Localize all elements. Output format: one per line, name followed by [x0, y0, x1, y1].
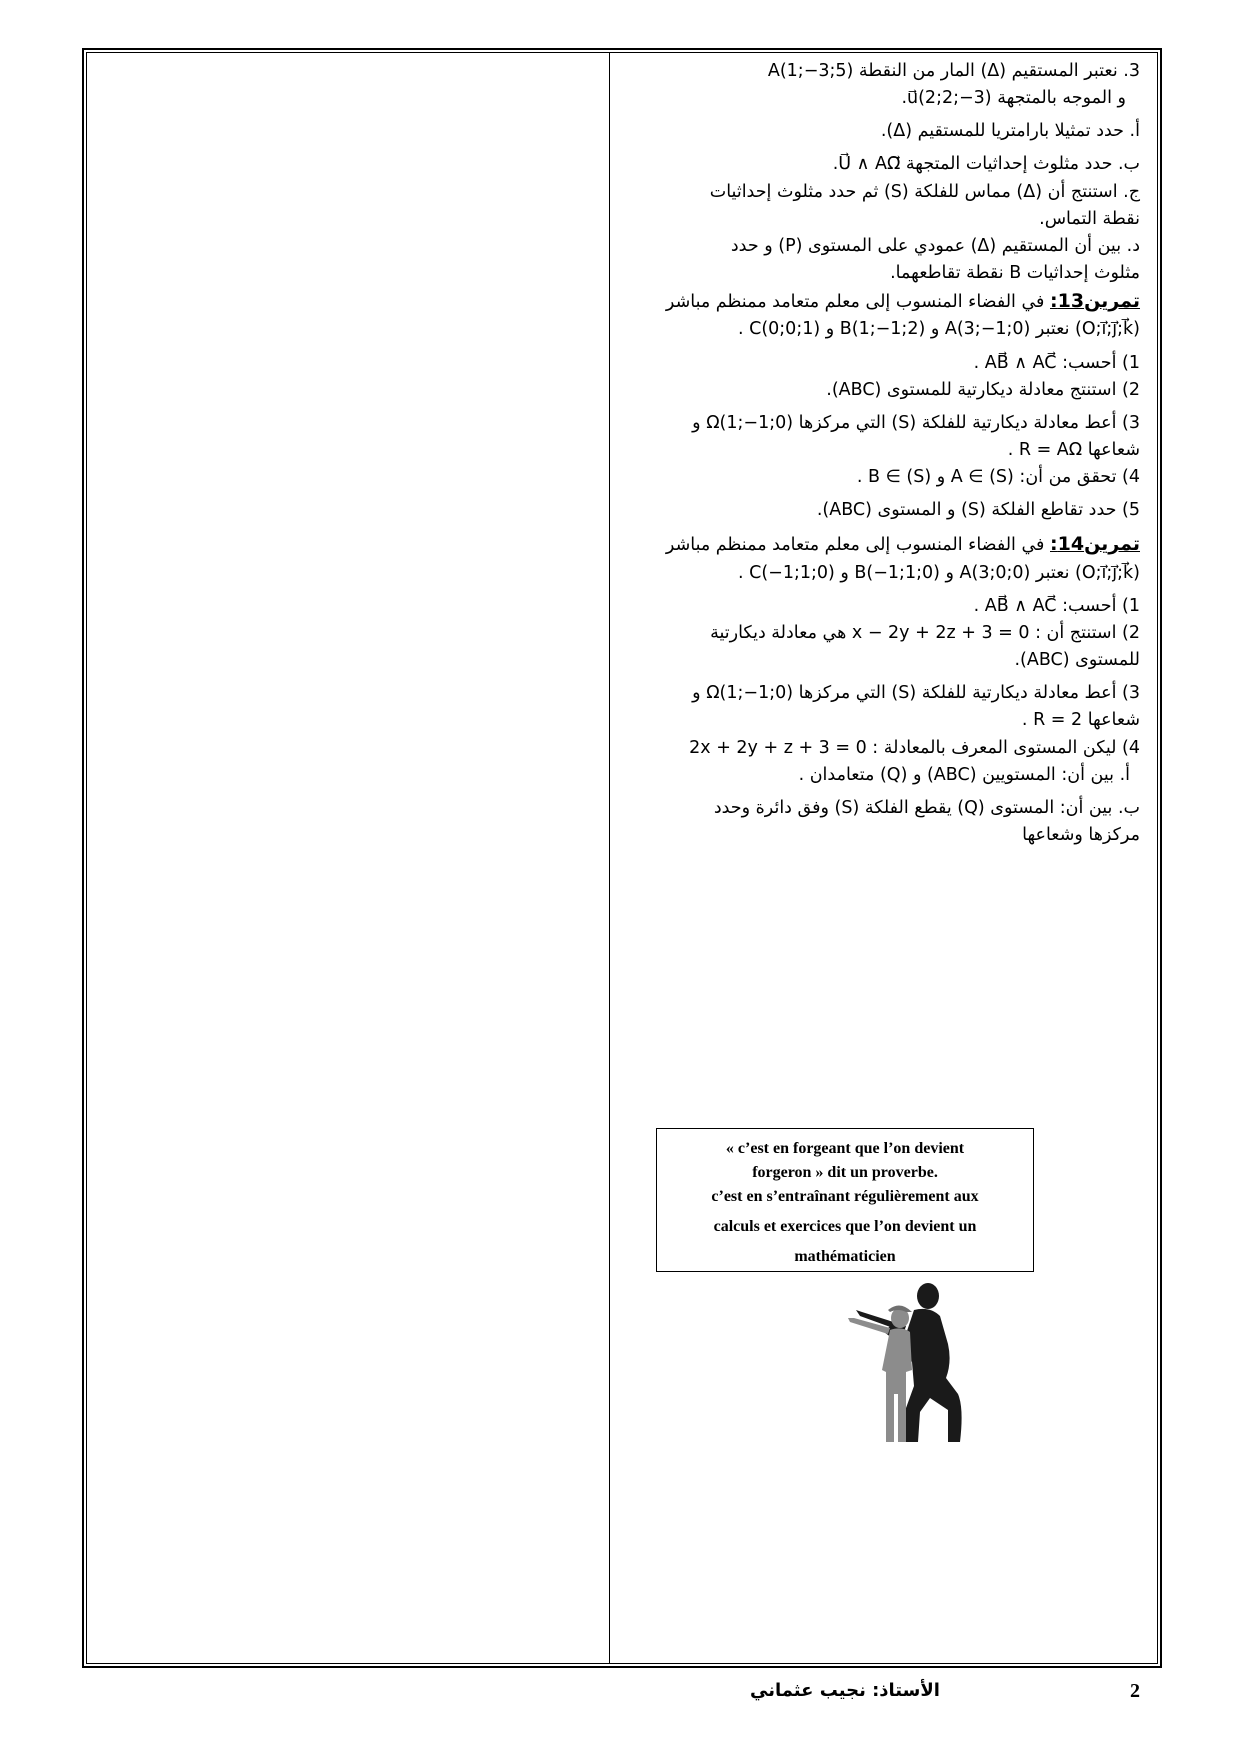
ex13-intro: في الفضاء المنسوب إلى معلم متعامد ممنظم مباشر	[665, 292, 1045, 312]
ex12-q3-line1: 3. نعتبر المستقيم (Δ) المار من النقطة A(1;−3;5)	[767, 61, 1140, 81]
ex13-q3-line1: 3) أعط معادلة ديكارتية للفلكة (S) التي مركزها Ω(1;−1;0) و	[692, 412, 1140, 433]
ex14-q4-a: أ. بين أن: المستويين (ABC) و (Q) متعامدان .	[798, 764, 1130, 785]
footer-author: الأستاذ: نجيب عثماني	[750, 1680, 940, 1701]
ex14-heading	[620, 530, 1140, 559]
ex14-q3-line2: شعاعها R = 2 .	[1021, 710, 1140, 731]
quote-line-5: mathématicien	[794, 1248, 896, 1265]
ex13-q4: 4) تحقق من أن: A ∈ (S) و B ∈ (S) .	[856, 467, 1140, 488]
quote-line-4: calculs et exercices que l’on devient un	[713, 1218, 977, 1235]
ex13-q5: 5) حدد تقاطع الفلكة (S) و المستوى (ABC).	[816, 500, 1140, 521]
ex14-intro: في الفضاء المنسوب إلى معلم متعامد ممنظم مباشر	[665, 535, 1045, 556]
ex13-q2: 2) استنتج معادلة ديكارتية للمستوى (ABC).	[826, 379, 1140, 400]
ex14-q2-line1: 2) استنتج أن : x − 2y + 2z + 3 = 0 هي معادلة ديكارتية	[710, 623, 1140, 643]
quote-line-2: forgeron » dit un proverbe.	[752, 1164, 938, 1181]
ex12-q3-d-line1: د. بين أن المستقيم (Δ) عمودي على المستوى (P) و حدد	[730, 235, 1140, 256]
ex14-q4-b-line1: ب. بين أن: المستوى (Q) يقطع الفلكة (S) وفق دائرة وحدد	[713, 797, 1140, 818]
ex12-q3-b: ب. حدد مثلوث إحداثيات المتجهة U⃗ ∧ AΩ⃗.	[832, 154, 1140, 175]
ex12-q3-c-line2: نقطة التماس.	[1039, 208, 1140, 229]
ex12-q3-a: أ. حدد تمثيلا بارامتريا للمستقيم (Δ).	[880, 121, 1140, 142]
ex14-q3-line1: 3) أعط معادلة ديكارتية للفلكة (S) التي مركزها Ω(1;−1;0) و	[692, 683, 1140, 704]
ex12-q3-d-line2: مثلوث إحداثيات B نقطة تقاطعهما.	[890, 262, 1140, 283]
column-divider	[609, 52, 610, 1664]
ex13-q1: 1) أحسب: AB⃗ ∧ AC⃗ .	[973, 352, 1140, 373]
ex14-q4-b-line2: مركزها وشعاعها	[1022, 824, 1140, 845]
ex13-q3-line2: شعاعها R = AΩ .	[1007, 439, 1140, 460]
ex14-title: تمرين14:	[1050, 533, 1140, 556]
ex14-q4: 4) ليكن المستوى المعرف بالمعادلة : 2x + 2y + z + 3 = 0	[689, 737, 1140, 758]
teacher-child-silhouette-icon	[840, 1282, 990, 1442]
ex12-q3-line2: و الموجه بالمتجهة u⃗(2;2;−3).	[901, 88, 1126, 109]
ex13-heading	[620, 287, 1140, 316]
ex14-q1: 1) أحسب: AB⃗ ∧ AC⃗ .	[973, 595, 1140, 616]
ex14-q2-line2: للمستوى (ABC).	[1014, 650, 1140, 671]
ex13-title: تمرين13:	[1050, 290, 1140, 312]
ex13-points: (O;i⃗;j⃗;k⃗) نعتبر A(3;−1;0) و B(1;−1;2) و C(0;0;1) .	[737, 319, 1140, 340]
page-number: 2	[1130, 1680, 1140, 1702]
quote-line-3: c’est en s’entraînant régulièrement aux	[711, 1188, 979, 1205]
ex12-q3-c-line1: ج. استنتج أن (Δ) مماس للفلكة (S) ثم حدد مثلوث إحداثيات	[709, 181, 1140, 202]
ex14-points: (O;i⃗;j⃗;k⃗) نعتبر A(3;0;0) و B(−1;1;0) و C(−1;1;0) .	[737, 562, 1140, 583]
proverb-quote-box	[656, 1128, 1034, 1272]
exercises-column	[620, 58, 1140, 849]
quote-line-1: « c’est en forgeant que l’on devient	[725, 1140, 965, 1157]
